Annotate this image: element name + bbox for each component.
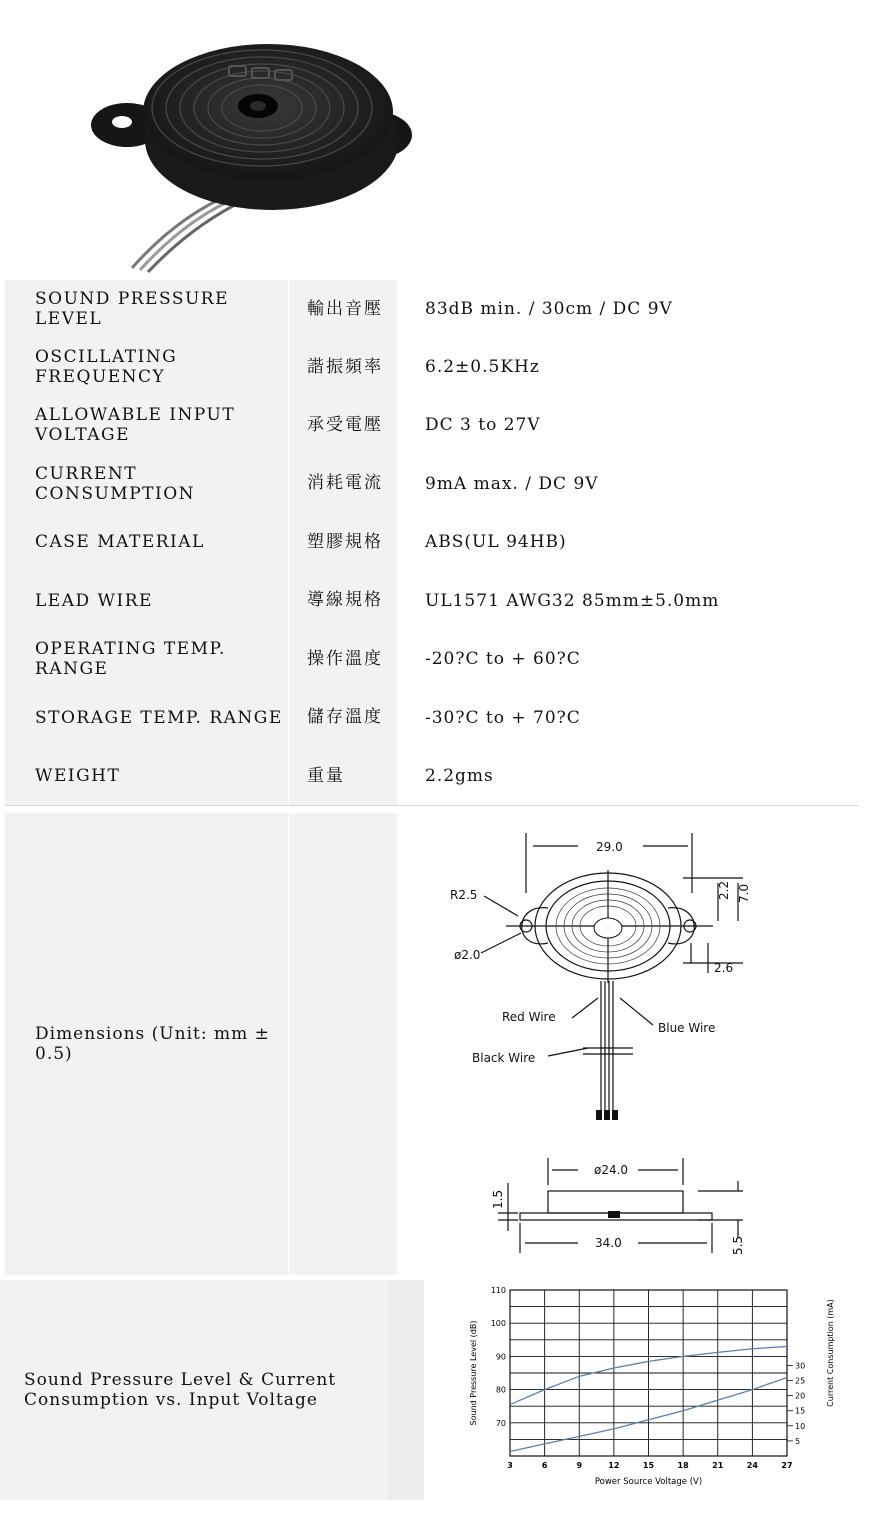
spec-row <box>5 571 858 631</box>
spec-name <box>5 630 288 688</box>
spec-name-text: SOUND PRESSURE LEVEL <box>35 289 229 329</box>
spec-name <box>5 454 288 513</box>
blue-wire-label: Blue Wire <box>658 1021 716 1035</box>
spec-name-zh <box>288 338 398 396</box>
spec-value-text: 2.2gms <box>425 766 494 786</box>
spec-name <box>5 688 288 747</box>
side-height-b: 5.5 <box>731 1235 745 1255</box>
spec-value <box>398 630 858 688</box>
spec-name-zh-text: 輸出音壓 <box>307 298 383 319</box>
spec-value <box>398 571 858 630</box>
width-dimension: 29.0 <box>596 840 623 854</box>
spec-value-text: 83dB min. / 30cm / DC 9V <box>425 299 673 319</box>
dimensions-row <box>5 813 858 1275</box>
spec-row <box>5 630 858 689</box>
y-tick-label: 80 <box>495 1385 506 1395</box>
y2-axis-label: Current Consumption (mA) <box>826 1299 835 1407</box>
spec-value <box>398 338 858 396</box>
spec-value-text: ABS(UL 94HB) <box>425 532 567 552</box>
spl-label-text: Sound Pressure Level & Current Consumption vs. Input Voltage <box>24 1370 337 1410</box>
x-axis-label: Power Source Voltage (V) <box>594 1477 703 1487</box>
spec-name-zh-text: 重量 <box>307 765 345 786</box>
spec-name-zh <box>288 571 398 630</box>
red-wire-label: Red Wire <box>502 1010 556 1024</box>
spec-row <box>5 454 858 514</box>
spec-name-text: OPERATING TEMP. RANGE <box>35 639 226 679</box>
spec-name-zh <box>288 513 398 571</box>
spec-name <box>5 338 288 396</box>
spec-value-text: -20?C to + 60?C <box>425 649 581 669</box>
spec-value <box>398 280 858 338</box>
spec-row <box>5 396 858 455</box>
spec-value-text: UL1571 AWG32 85mm±5.0mm <box>425 590 720 611</box>
side-width: 34.0 <box>595 1236 622 1250</box>
spec-value-text: 9mA max. / DC 9V <box>425 473 599 494</box>
spec-value <box>398 747 858 805</box>
spec-name-text: ALLOWABLE INPUT VOLTAGE <box>35 405 236 445</box>
hole-dimension: ø2.0 <box>454 948 481 962</box>
dimensions-zh-cell <box>288 813 398 1275</box>
spl-chart <box>424 1280 864 1500</box>
spec-name-text: CURRENT CONSUMPTION <box>35 463 196 504</box>
y2-tick-label: 30 <box>795 1361 806 1371</box>
spec-name-zh-text: 消耗電流 <box>307 473 383 493</box>
y2-tick-label: 10 <box>795 1421 806 1431</box>
dimension-drawing <box>398 813 858 1275</box>
spl-chart-svg <box>424 1280 864 1500</box>
x-tick-label: 18 <box>677 1461 689 1470</box>
spec-name <box>5 280 288 338</box>
y-tick-label: 110 <box>490 1286 506 1295</box>
x-tick-label: 9 <box>576 1461 583 1470</box>
radius-dimension: R2.5 <box>450 888 478 902</box>
x-tick-label: 24 <box>746 1461 758 1470</box>
spec-name-zh <box>288 688 398 747</box>
x-tick-label: 6 <box>541 1461 548 1470</box>
spec-row <box>5 280 858 339</box>
spec-value <box>398 688 858 747</box>
y-tick-label: 90 <box>495 1352 506 1362</box>
x-tick-label: 15 <box>642 1461 655 1470</box>
spec-row <box>5 338 858 397</box>
spec-value <box>398 454 858 513</box>
y2-tick-label: 25 <box>795 1376 806 1386</box>
spec-name-text: WEIGHT <box>35 766 121 786</box>
buzzer-photo <box>0 0 877 278</box>
spec-name-zh-text: 儲存溫度 <box>307 707 383 727</box>
spec-name-zh <box>288 454 398 513</box>
spec-name-text: OSCILLATING FREQUENCY <box>35 347 178 387</box>
side-diameter: ø24.0 <box>594 1163 629 1177</box>
y-tick-label: 100 <box>490 1319 506 1329</box>
dim-a: 2.2 <box>717 880 731 900</box>
spec-name-zh-text: 導線規格 <box>307 590 383 610</box>
spec-name-zh <box>288 630 398 688</box>
dim-c: 2.6 <box>714 961 734 975</box>
dimensions-figure <box>398 813 858 1275</box>
dim-b: 7.0 <box>737 883 751 903</box>
x-tick-label: 27 <box>781 1461 793 1470</box>
spl-label <box>0 1280 388 1500</box>
spec-value <box>398 396 858 454</box>
spec-value <box>398 513 858 571</box>
spec-name-zh-text: 諧振頻率 <box>307 356 383 377</box>
spec-value-text: 6.2±0.5KHz <box>425 357 540 377</box>
spec-value-text: DC 3 to 27V <box>425 415 541 435</box>
spl-gap-cell <box>388 1280 424 1500</box>
x-tick-label: 3 <box>507 1461 513 1470</box>
spec-name <box>5 513 288 571</box>
spec-name <box>5 396 288 454</box>
spec-value-text: -30?C to + 70?C <box>425 707 581 728</box>
spec-name-text: LEAD WIRE <box>35 590 153 611</box>
side-height-a: 1.5 <box>491 1189 505 1209</box>
dimensions-label-text: Dimensions (Unit: mm ± 0.5) <box>35 1024 270 1064</box>
spec-row <box>5 513 858 572</box>
y2-tick-label: 15 <box>795 1406 806 1416</box>
y2-tick-label: 20 <box>795 1391 806 1401</box>
spec-name-zh <box>288 280 398 338</box>
spec-row <box>5 747 858 806</box>
x-tick-label: 21 <box>712 1461 724 1470</box>
spl-row <box>0 1280 877 1500</box>
spec-name <box>5 747 288 805</box>
spec-name-text: STORAGE TEMP. RANGE <box>35 707 283 728</box>
spec-name-zh-text: 操作溫度 <box>307 648 383 669</box>
spec-name-zh <box>288 396 398 454</box>
black-wire-label: Black Wire <box>472 1051 536 1065</box>
spec-name-zh <box>288 747 398 805</box>
x-tick-label: 12 <box>608 1461 620 1470</box>
y-axis-label: Sound Pressure Level (dB) <box>469 1320 478 1426</box>
spec-name-text: CASE MATERIAL <box>35 532 205 552</box>
y2-tick-label: 5 <box>795 1436 801 1446</box>
y-tick-label: 70 <box>495 1418 506 1428</box>
spec-name-zh-text: 承受電壓 <box>307 414 383 435</box>
spec-name <box>5 571 288 630</box>
dimensions-label <box>5 813 288 1275</box>
spec-name-zh-text: 塑膠規格 <box>307 531 383 552</box>
spec-row <box>5 688 858 748</box>
